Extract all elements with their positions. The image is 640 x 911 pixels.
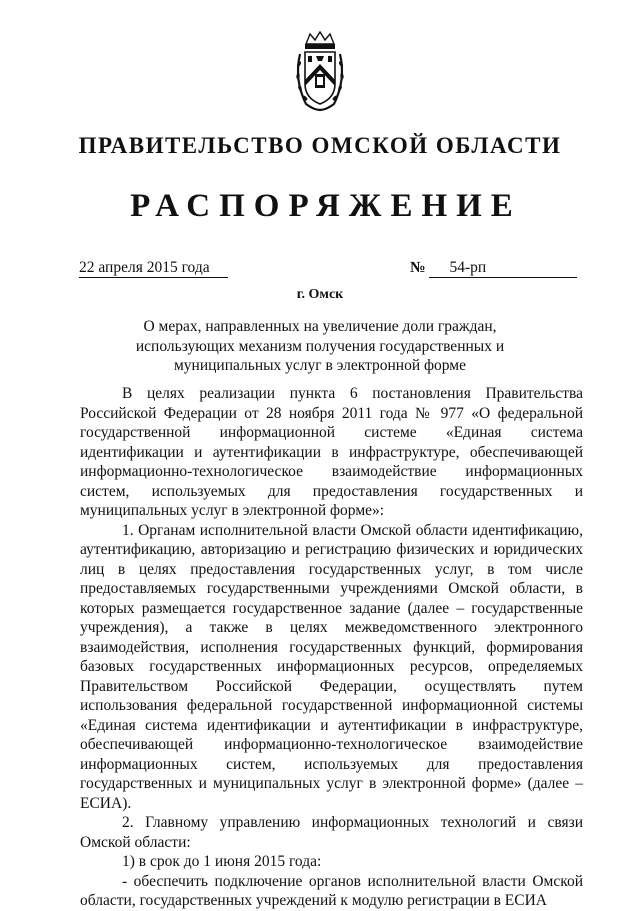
document-date: 22 апреля 2015 года [79, 259, 228, 278]
paragraph-item-2-1-bullet: - обеспечить подключение органов исполнительной власти Омской области, государственных учреждений к модулю регистрации в ЕСИА [80, 872, 583, 909]
document-city: г. Омск [296, 287, 344, 302]
document-subject: О мерах, направленных на увеличение доли граждан, использующих механизм получения государственных и муниципальных услуг в электронной форме [135, 318, 505, 374]
paragraph-item-1: 1. Органам исполнительной власти Омской области идентификацию, аутентификацию, авторизацию и регистрацию физических и юридических лиц в целях предоставления государственных услуг, в том числе предоставляемых государственными учреждениями Омской области, в которых размещается государственное задание (далее – государственные учреждения), а также в целях межведомственного электронного взаимодействия, исполнения государственных функций, формирования базовых государственных информационных ресурсов, определяемых Правительством Российской Федерации, осуществлять путем использования федеральной государственной информационной системы «Единая система идентификации и аутентификации в инфраструктуре, обеспечивающей информационно-технологическое взаимодействие информационных систем, используемых для предоставления государственных и муниципальных услуг в электронной форме» (далее – ЕСИА). [80, 521, 583, 812]
omsk-coat-of-arms-icon [292, 30, 348, 112]
document-number [410, 259, 577, 278]
number-value: 54-рп [429, 259, 577, 278]
document-type-title: РАСПОРЯЖЕНИЕ [130, 188, 522, 224]
paragraph-item-2: 2. Главному управлению информационных технологий и связи Омской области: [80, 814, 583, 851]
number-label: № [410, 259, 426, 276]
document-body [80, 384, 583, 911]
paragraph-item-2-1: 1) в срок до 1 июня 2015 года: [122, 853, 322, 870]
paragraph-preamble: В целях реализации пункта 6 постановления Правительства Российской Федерации от 28 ноября 2011 года № 977 «О федеральной государственной информационной системе «Единая система идентификации и аутентификации в инфраструктуре, обеспечивающей информационно-технологическое взаимодействие информационных систем, используемых для предоставления государственных и муниципальных услуг в электронной форме»: [80, 385, 583, 519]
organization-title: ПРАВИТЕЛЬСТВО ОМСКОЙ ОБЛАСТИ [78, 133, 562, 158]
